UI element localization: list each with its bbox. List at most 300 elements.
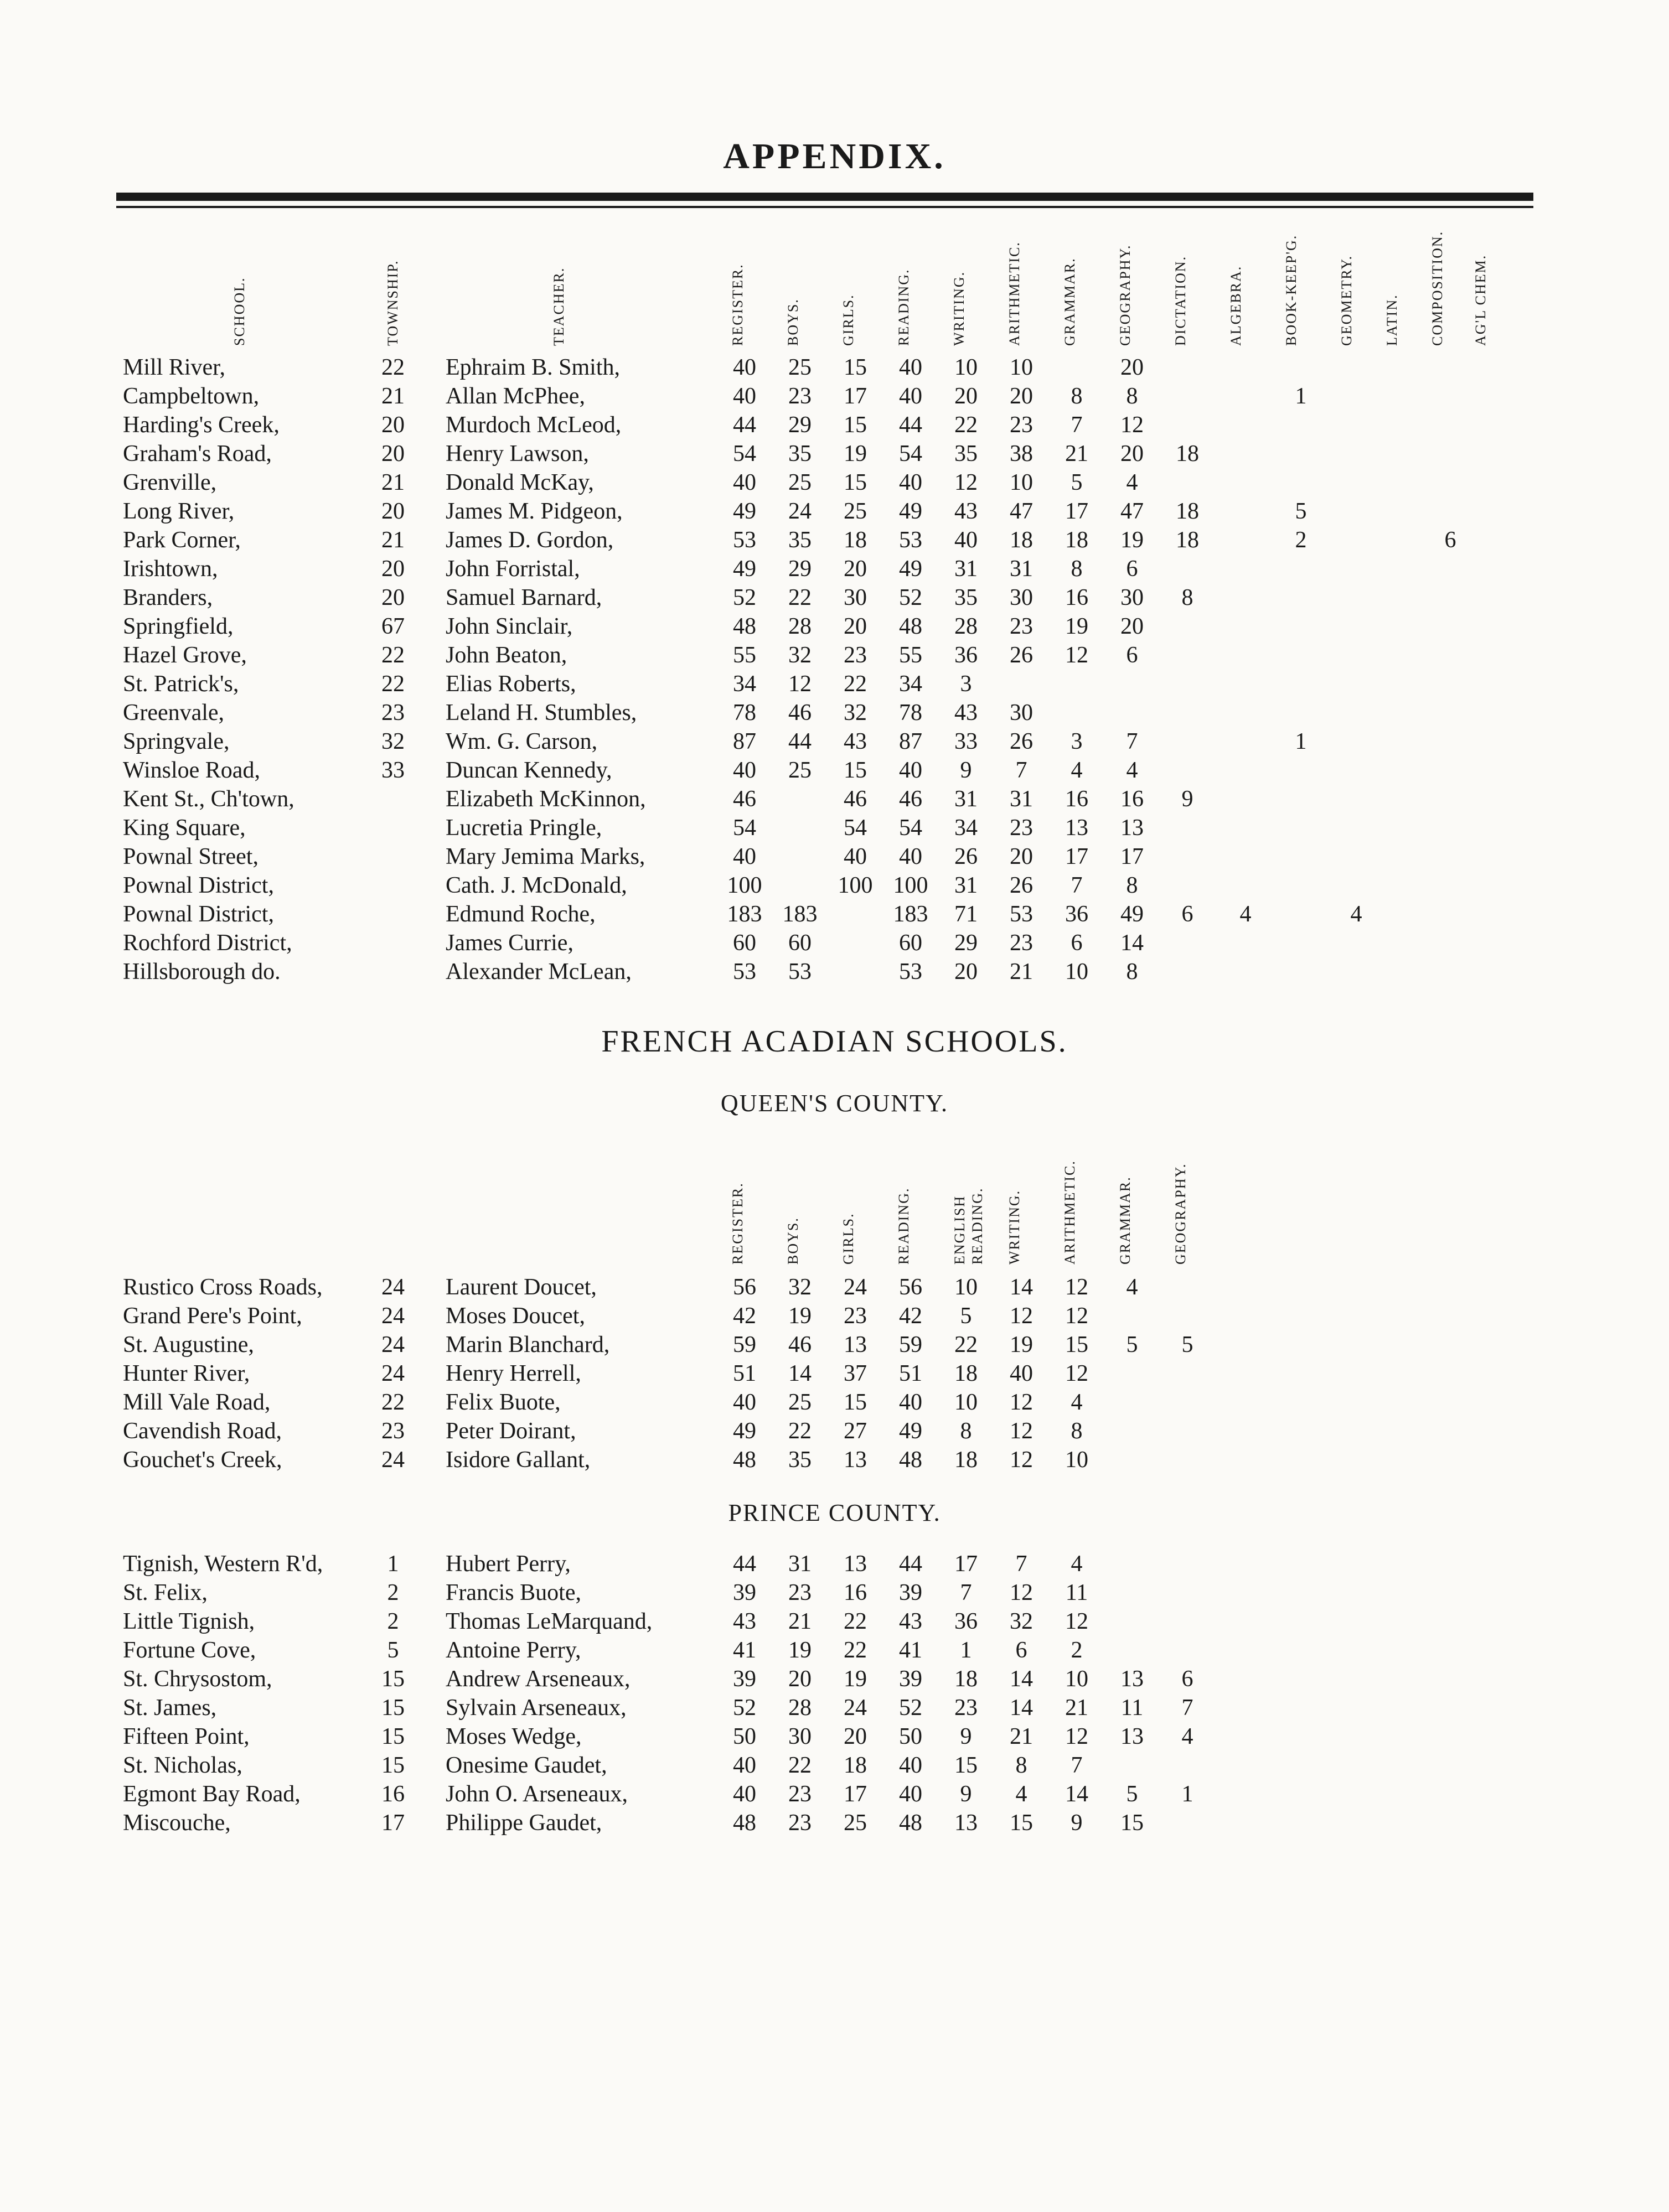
teacher-name: Murdoch McLeod,	[446, 412, 622, 438]
count-cell: 8	[1071, 384, 1083, 409]
count-cell: 9	[1181, 786, 1193, 812]
count-cell: 43	[899, 1609, 922, 1634]
count-cell: 18	[1176, 499, 1199, 524]
count-cell: 18	[1176, 527, 1199, 553]
school-name: Graham's Road,	[123, 441, 272, 467]
count-cell: 39	[899, 1666, 922, 1692]
count-cell: 50	[733, 1724, 756, 1749]
french-col-header: WRITING.	[1006, 1189, 1022, 1265]
count-cell: 23	[788, 1580, 812, 1605]
main-table-row	[0, 727, 1669, 756]
count-cell: 1	[1295, 384, 1307, 409]
township-cell: 20	[381, 556, 405, 582]
township-cell: 21	[381, 470, 405, 495]
count-cell: 23	[1010, 412, 1033, 438]
prince-county-table	[0, 1550, 1669, 1837]
school-name: Branders,	[123, 585, 213, 610]
count-cell: 17	[1065, 844, 1088, 869]
count-cell: 54	[899, 441, 922, 467]
teacher-name: Samuel Barnard,	[446, 585, 602, 610]
count-cell: 50	[899, 1724, 922, 1749]
count-cell: 6	[1071, 930, 1083, 956]
main-table-row	[0, 814, 1669, 842]
count-cell: 44	[733, 412, 756, 438]
count-cell: 1	[960, 1638, 972, 1663]
count-cell: 23	[954, 1695, 978, 1721]
count-cell: 4	[1071, 758, 1083, 783]
count-cell: 100	[893, 873, 928, 898]
township-cell: 33	[381, 758, 405, 783]
township-cell: 17	[381, 1810, 405, 1836]
count-cell: 5	[1181, 1332, 1193, 1358]
queens-table-row	[0, 1446, 1669, 1474]
count-cell: 6	[1181, 902, 1193, 927]
school-name: Hazel Grove,	[123, 643, 247, 668]
teacher-name: Ephraim B. Smith,	[446, 355, 620, 380]
school-name: Harding's Creek,	[123, 412, 280, 438]
count-cell: 17	[844, 1781, 867, 1807]
french-col-header: READING.	[896, 1187, 912, 1265]
count-cell: 22	[788, 1753, 812, 1778]
count-cell: 18	[954, 1666, 978, 1692]
count-cell: 18	[954, 1361, 978, 1386]
count-cell: 47	[1120, 499, 1144, 524]
count-cell: 54	[899, 815, 922, 841]
township-cell: 23	[381, 1418, 405, 1444]
count-cell: 5	[1295, 499, 1307, 524]
count-cell: 9	[960, 758, 972, 783]
count-cell: 11	[1120, 1695, 1144, 1721]
count-cell: 43	[954, 700, 978, 726]
count-cell: 1	[1295, 729, 1307, 754]
count-cell: 21	[1010, 1724, 1033, 1749]
count-cell: 7	[1071, 1753, 1083, 1778]
township-cell: 67	[381, 614, 405, 639]
main-col-header: READING.	[896, 268, 912, 346]
count-cell: 7	[1015, 758, 1027, 783]
count-cell: 20	[844, 1724, 867, 1749]
count-cell: 13	[1120, 1666, 1144, 1692]
count-cell: 10	[954, 1390, 978, 1415]
count-cell: 3	[1071, 729, 1083, 754]
school-name: King Square,	[123, 815, 246, 841]
count-cell: 40	[733, 355, 756, 380]
count-cell: 18	[1176, 441, 1199, 467]
count-cell: 26	[954, 844, 978, 869]
teacher-name: Thomas LeMarquand,	[446, 1609, 653, 1634]
prince-table-row	[0, 1607, 1669, 1636]
prince-table-row	[0, 1693, 1669, 1722]
french-col-header: GRAMMAR.	[1117, 1176, 1133, 1265]
township-cell: 24	[381, 1361, 405, 1386]
school-name: St. James,	[123, 1695, 217, 1721]
count-cell: 13	[1120, 1724, 1144, 1749]
count-cell: 14	[1010, 1695, 1033, 1721]
school-name: St. Nicholas,	[123, 1753, 242, 1778]
main-table-row	[0, 756, 1669, 785]
township-cell: 20	[381, 412, 405, 438]
count-cell: 31	[1010, 556, 1033, 582]
count-cell: 46	[788, 700, 812, 726]
queens-table-row	[0, 1417, 1669, 1446]
main-col-header: ALGEBRA.	[1228, 265, 1244, 346]
school-name: Pownal District,	[123, 902, 274, 927]
count-cell: 7	[1071, 873, 1083, 898]
count-cell: 20	[954, 959, 978, 985]
queens-table-row	[0, 1302, 1669, 1330]
count-cell: 21	[788, 1609, 812, 1634]
count-cell: 37	[844, 1361, 867, 1386]
count-cell: 12	[1065, 1361, 1088, 1386]
count-cell: 43	[844, 729, 867, 754]
count-cell: 12	[788, 671, 812, 697]
count-cell: 41	[733, 1638, 756, 1663]
main-table-row	[0, 583, 1669, 612]
main-table-row	[0, 842, 1669, 871]
count-cell: 40	[899, 470, 922, 495]
count-cell: 40	[899, 1390, 922, 1415]
teacher-name: Leland H. Stumbles,	[446, 700, 637, 726]
count-cell: 14	[1065, 1781, 1088, 1807]
township-cell: 15	[381, 1753, 405, 1778]
school-name: Rochford District,	[123, 930, 292, 956]
main-table-row	[0, 785, 1669, 814]
main-table-row	[0, 957, 1669, 986]
count-cell: 19	[844, 1666, 867, 1692]
count-cell: 53	[899, 527, 922, 553]
count-cell: 40	[733, 384, 756, 409]
main-col-header: REGISTER.	[730, 263, 746, 346]
township-cell: 15	[381, 1724, 405, 1749]
township-cell: 5	[387, 1638, 399, 1663]
prince-table-row	[0, 1751, 1669, 1780]
count-cell: 39	[733, 1580, 756, 1605]
school-name: Cavendish Road,	[123, 1418, 282, 1444]
count-cell: 20	[844, 614, 867, 639]
school-name: Gouchet's Creek,	[123, 1447, 282, 1473]
count-cell: 8	[1126, 959, 1138, 985]
count-cell: 31	[954, 873, 978, 898]
count-cell: 34	[899, 671, 922, 697]
township-cell: 24	[381, 1332, 405, 1358]
school-name: Winsloe Road,	[123, 758, 260, 783]
count-cell: 16	[844, 1580, 867, 1605]
count-cell: 20	[1120, 614, 1144, 639]
main-col-header: BOOK-KEEP'G.	[1283, 234, 1299, 346]
count-cell: 24	[844, 1275, 867, 1300]
count-cell: 49	[899, 499, 922, 524]
count-cell: 15	[954, 1753, 978, 1778]
count-cell: 31	[954, 556, 978, 582]
title-rule-thick	[116, 193, 1533, 201]
count-cell: 5	[1071, 470, 1083, 495]
main-table-row	[0, 670, 1669, 698]
count-cell: 40	[733, 1390, 756, 1415]
count-cell: 16	[1120, 786, 1144, 812]
count-cell: 35	[954, 441, 978, 467]
count-cell: 11	[1065, 1580, 1088, 1605]
main-table-row	[0, 411, 1669, 439]
count-cell: 9	[960, 1781, 972, 1807]
township-cell: 32	[381, 729, 405, 754]
teacher-name: John O. Arseneaux,	[446, 1781, 628, 1807]
count-cell: 26	[1010, 643, 1033, 668]
count-cell: 23	[1010, 614, 1033, 639]
teacher-name: Isidore Gallant,	[446, 1447, 591, 1473]
school-name: Springvale,	[123, 729, 230, 754]
count-cell: 12	[1010, 1390, 1033, 1415]
count-cell: 21	[1065, 1695, 1088, 1721]
count-cell: 7	[1126, 729, 1138, 754]
count-cell: 46	[733, 786, 756, 812]
teacher-name: Lucretia Pringle,	[446, 815, 602, 841]
count-cell: 13	[844, 1447, 867, 1473]
prince-table-row	[0, 1578, 1669, 1607]
count-cell: 19	[844, 441, 867, 467]
french-col-header: GIRLS.	[840, 1213, 856, 1265]
count-cell: 49	[733, 556, 756, 582]
main-table-row	[0, 382, 1669, 411]
main-table-row	[0, 900, 1669, 929]
count-cell: 14	[788, 1361, 812, 1386]
count-cell: 14	[1120, 930, 1144, 956]
count-cell: 4	[1071, 1390, 1083, 1415]
count-cell: 31	[788, 1551, 812, 1577]
french-col-header: BOYS.	[785, 1217, 801, 1265]
count-cell: 4	[1239, 902, 1252, 927]
count-cell: 18	[844, 1753, 867, 1778]
count-cell: 5	[1126, 1781, 1138, 1807]
count-cell: 22	[788, 585, 812, 610]
count-cell: 60	[733, 930, 756, 956]
count-cell: 7	[1181, 1695, 1193, 1721]
count-cell: 13	[1120, 815, 1144, 841]
count-cell: 55	[733, 643, 756, 668]
count-cell: 12	[1120, 412, 1144, 438]
count-cell: 49	[899, 1418, 922, 1444]
count-cell: 10	[1010, 470, 1033, 495]
count-cell: 40	[899, 1781, 922, 1807]
teacher-name: Marin Blanchard,	[446, 1332, 610, 1358]
teacher-name: Onesime Gaudet,	[446, 1753, 607, 1778]
school-name: Irishtown,	[123, 556, 218, 582]
school-name: Pownal Street,	[123, 844, 259, 869]
teacher-name: Duncan Kennedy,	[446, 758, 612, 783]
count-cell: 54	[844, 815, 867, 841]
count-cell: 48	[899, 614, 922, 639]
count-cell: 44	[733, 1551, 756, 1577]
count-cell: 25	[788, 1390, 812, 1415]
count-cell: 44	[899, 1551, 922, 1577]
teacher-name: Allan McPhee,	[446, 384, 585, 409]
teacher-name: John Forristal,	[446, 556, 580, 582]
count-cell: 3	[960, 671, 972, 697]
count-cell: 25	[844, 1810, 867, 1836]
count-cell: 36	[954, 643, 978, 668]
count-cell: 32	[788, 1275, 812, 1300]
count-cell: 54	[733, 441, 756, 467]
count-cell: 53	[899, 959, 922, 985]
count-cell: 19	[1120, 527, 1144, 553]
count-cell: 15	[844, 1390, 867, 1415]
count-cell: 36	[1065, 902, 1088, 927]
prince-county-heading: PRINCE COUNTY.	[728, 1499, 941, 1526]
count-cell: 27	[844, 1418, 867, 1444]
count-cell: 51	[899, 1361, 922, 1386]
count-cell: 30	[1120, 585, 1144, 610]
count-cell: 34	[733, 671, 756, 697]
main-col-header: GIRLS.	[840, 294, 856, 346]
count-cell: 40	[733, 844, 756, 869]
main-col-header: BOYS.	[785, 298, 801, 346]
teacher-name: John Beaton,	[446, 643, 567, 668]
french-col-header: ENGLISH READING.	[952, 1187, 985, 1265]
count-cell: 35	[788, 527, 812, 553]
school-name: Greenvale,	[123, 700, 225, 726]
teacher-name: Moses Wedge,	[446, 1724, 582, 1749]
title-rule-thin	[116, 206, 1533, 208]
count-cell: 6	[1181, 1666, 1193, 1692]
count-cell: 34	[954, 815, 978, 841]
township-cell: 22	[381, 355, 405, 380]
count-cell: 26	[1010, 873, 1033, 898]
count-cell: 35	[954, 585, 978, 610]
count-cell: 51	[733, 1361, 756, 1386]
count-cell: 10	[1065, 1666, 1088, 1692]
count-cell: 8	[1181, 585, 1193, 610]
count-cell: 26	[1010, 729, 1033, 754]
count-cell: 8	[1126, 873, 1138, 898]
count-cell: 5	[960, 1303, 972, 1329]
count-cell: 183	[727, 902, 762, 927]
main-col-header: AG'L CHEM.	[1472, 254, 1489, 346]
teacher-name: Francis Buote,	[446, 1580, 581, 1605]
count-cell: 15	[844, 412, 867, 438]
count-cell: 38	[1010, 441, 1033, 467]
count-cell: 40	[899, 1753, 922, 1778]
count-cell: 40	[733, 1753, 756, 1778]
count-cell: 21	[1010, 959, 1033, 985]
count-cell: 48	[899, 1447, 922, 1473]
queens-county-table	[0, 1273, 1669, 1474]
count-cell: 4	[1126, 758, 1138, 783]
count-cell: 29	[954, 930, 978, 956]
count-cell: 25	[788, 355, 812, 380]
count-cell: 9	[1071, 1810, 1083, 1836]
school-name: Mill River,	[123, 355, 225, 380]
count-cell: 46	[899, 786, 922, 812]
count-cell: 40	[899, 844, 922, 869]
count-cell: 78	[733, 700, 756, 726]
school-name: Springfield,	[123, 614, 234, 639]
count-cell: 183	[782, 902, 818, 927]
count-cell: 40	[733, 470, 756, 495]
count-cell: 28	[788, 1695, 812, 1721]
main-col-header: GEOGRAPHY.	[1117, 244, 1133, 346]
count-cell: 32	[1010, 1609, 1033, 1634]
teacher-name: James D. Gordon,	[446, 527, 614, 553]
count-cell: 42	[899, 1303, 922, 1329]
township-cell: 20	[381, 441, 405, 467]
count-cell: 14	[1010, 1275, 1033, 1300]
main-col-header: DICTATION.	[1172, 255, 1189, 346]
page-title: APPENDIX.	[723, 136, 946, 177]
count-cell: 30	[1010, 585, 1033, 610]
teacher-name: Wm. G. Carson,	[446, 729, 598, 754]
count-cell: 87	[733, 729, 756, 754]
count-cell: 17	[1120, 844, 1144, 869]
count-cell: 49	[733, 499, 756, 524]
count-cell: 41	[899, 1638, 922, 1663]
count-cell: 17	[954, 1551, 978, 1577]
count-cell: 21	[1065, 441, 1088, 467]
count-cell: 13	[1065, 815, 1088, 841]
teacher-name: Cath. J. McDonald,	[446, 873, 627, 898]
count-cell: 36	[954, 1609, 978, 1634]
main-table-row	[0, 641, 1669, 670]
township-cell: 22	[381, 1390, 405, 1415]
count-cell: 48	[899, 1810, 922, 1836]
count-cell: 60	[788, 930, 812, 956]
count-cell: 22	[844, 1638, 867, 1663]
school-name: St. Patrick's,	[123, 671, 239, 697]
count-cell: 4	[1181, 1724, 1193, 1749]
teacher-name: Moses Doucet,	[446, 1303, 585, 1329]
count-cell: 7	[960, 1580, 972, 1605]
queens-table-row	[0, 1388, 1669, 1417]
count-cell: 22	[788, 1418, 812, 1444]
count-cell: 8	[960, 1418, 972, 1444]
count-cell: 53	[788, 959, 812, 985]
count-cell: 19	[1065, 614, 1088, 639]
count-cell: 40	[1010, 1361, 1033, 1386]
main-school-table	[0, 353, 1669, 986]
count-cell: 9	[960, 1724, 972, 1749]
main-table-row	[0, 526, 1669, 555]
school-name: St. Chrysostom,	[123, 1666, 272, 1692]
count-cell: 40	[733, 1781, 756, 1807]
count-cell: 4	[1126, 470, 1138, 495]
count-cell: 20	[1120, 441, 1144, 467]
teacher-name: Sylvain Arseneaux,	[446, 1695, 627, 1721]
count-cell: 14	[1010, 1666, 1033, 1692]
count-cell: 40	[844, 844, 867, 869]
count-cell: 23	[844, 643, 867, 668]
main-col-header: LATIN.	[1384, 294, 1400, 346]
teacher-name: Hubert Perry,	[446, 1551, 571, 1577]
count-cell: 2	[1071, 1638, 1083, 1663]
teacher-name: Felix Buote,	[446, 1390, 561, 1415]
township-cell: 23	[381, 700, 405, 726]
township-cell: 22	[381, 671, 405, 697]
count-cell: 25	[788, 758, 812, 783]
main-col-header: WRITING.	[951, 271, 967, 346]
count-cell: 23	[1010, 815, 1033, 841]
count-cell: 52	[733, 585, 756, 610]
count-cell: 29	[788, 556, 812, 582]
count-cell: 4	[1015, 1781, 1027, 1807]
count-cell: 48	[733, 1447, 756, 1473]
school-name: Tignish, Western R'd,	[123, 1551, 323, 1577]
count-cell: 59	[733, 1332, 756, 1358]
count-cell: 40	[899, 384, 922, 409]
teacher-name: Henry Lawson,	[446, 441, 589, 467]
count-cell: 32	[788, 643, 812, 668]
count-cell: 13	[844, 1332, 867, 1358]
count-cell: 10	[954, 355, 978, 380]
teacher-name: Alexander McLean,	[446, 959, 632, 985]
count-cell: 15	[1120, 1810, 1144, 1836]
